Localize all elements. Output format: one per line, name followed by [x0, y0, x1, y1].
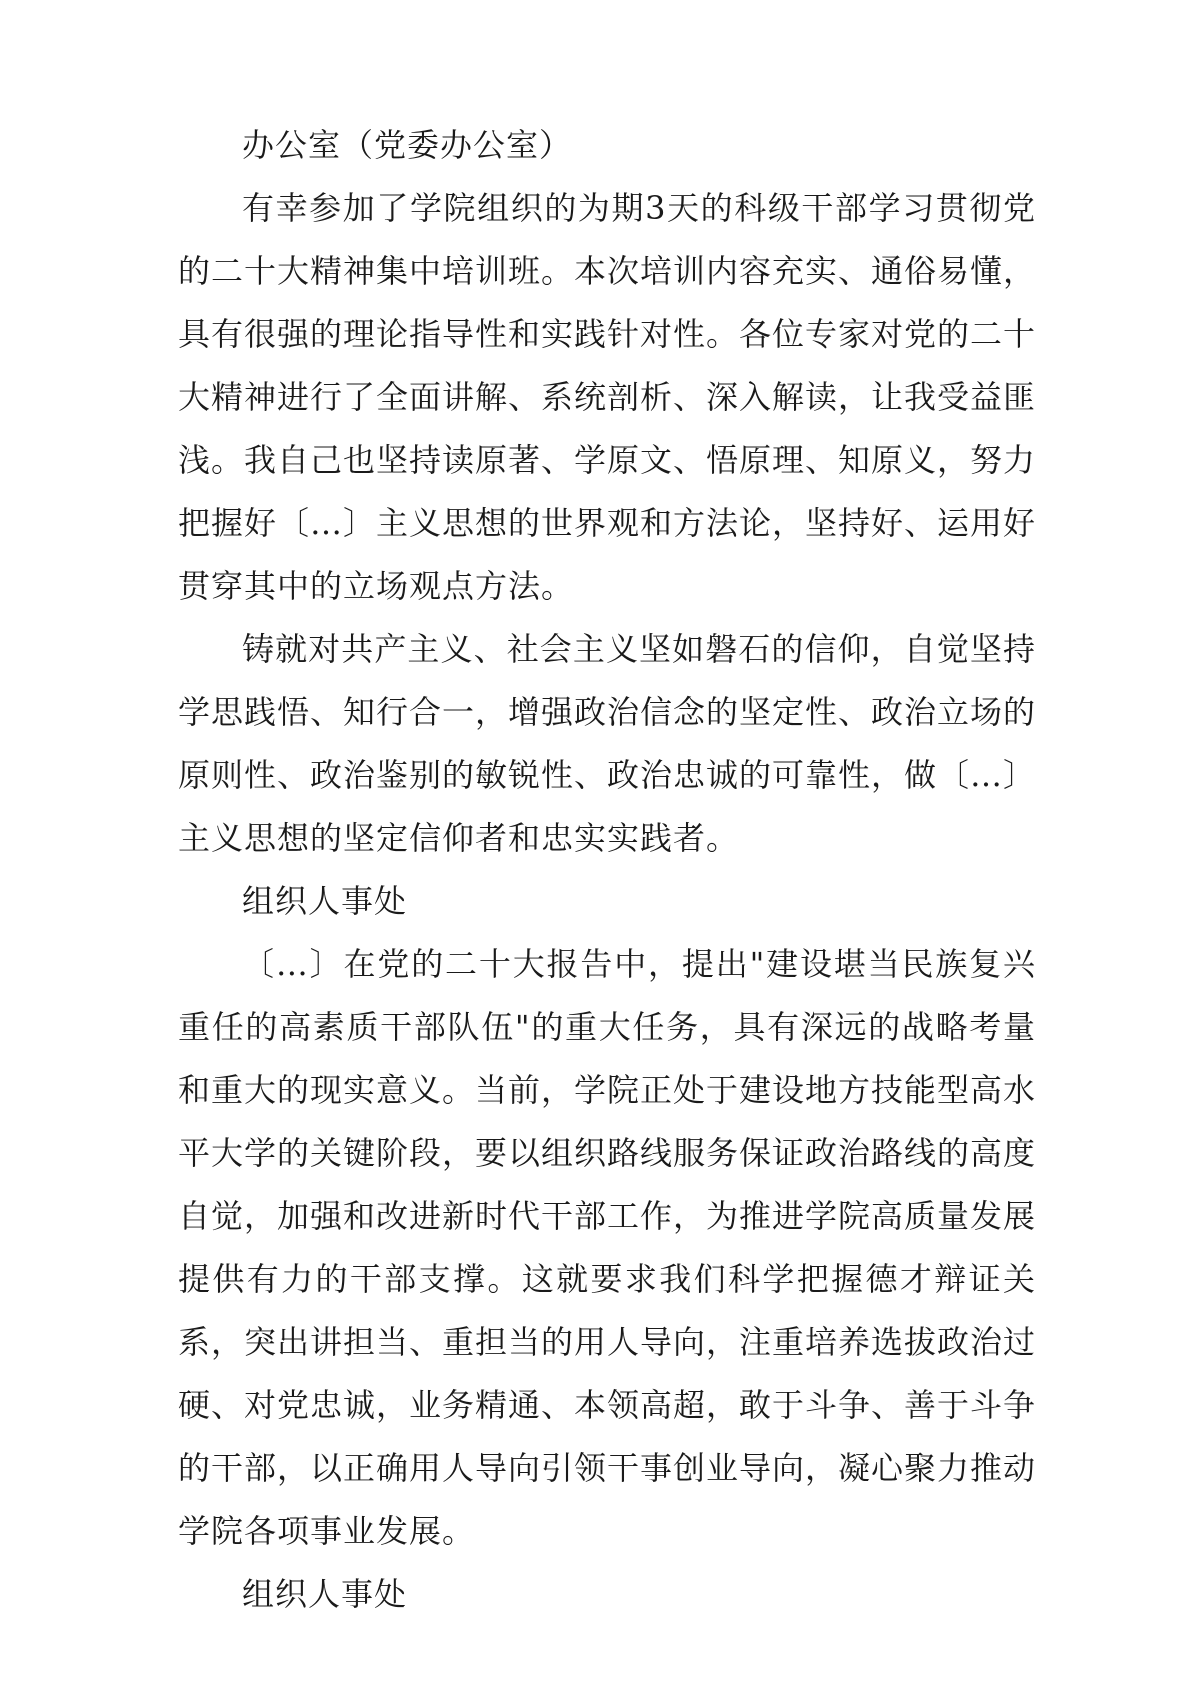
section-heading-personnel: 组织人事处	[242, 882, 408, 920]
paragraph-cadre-team: 〔…〕在党的二十大报告中，提出"建设堪当民族复兴重任的高素质干部队伍"的重大任务，具有深远的战略考量和重大的现实意义。当前，学院正处于建设地方技能型高水平大学的关键阶段，要以组织路线服务保证政治路线的高度自觉，加强和改进新时代干部工作，为推进学院高质量发展提供有力的干部支撑。这就要求我们科学把握德才辩证关系，突出讲担当、重担当的用人导向，注重培养选拔政治过硬、对党忠诚，业务精通、本领高超，敢于斗争、善于斗争的干部，以正确用人导向引领干事创业导向，凝心聚力推动学院各项事业发展。	[178, 945, 1037, 1550]
paragraph-training-reflection: 有幸参加了学院组织的为期3天的科级干部学习贯彻党的二十大精神集中培训班。本次培训内容充实、通俗易懂，具有很强的理论指导性和实践针对性。各位专家对党的二十大精神进行了全面讲解、系统剖析、深入解读，让我受益匪浅。我自己也坚持读原著、学原文、悟原理、知原义，努力把握好〔…〕主义思想的世界观和方法论，坚持好、运用好贯穿其中的立场观点方法。	[178, 189, 1037, 605]
paragraph-belief: 铸就对共产主义、社会主义坚如磐石的信仰，自觉坚持学思践悟、知行合一，增强政治信念的坚定性、政治立场的原则性、政治鉴别的敏锐性、政治忠诚的可靠性，做〔…〕主义思想的坚定信仰者和忠实实践者。	[178, 630, 1037, 857]
section-heading-office: 办公室（党委办公室）	[242, 126, 573, 164]
document-body	[178, 114, 1036, 1626]
section-heading-personnel-2: 组织人事处	[242, 1575, 408, 1613]
